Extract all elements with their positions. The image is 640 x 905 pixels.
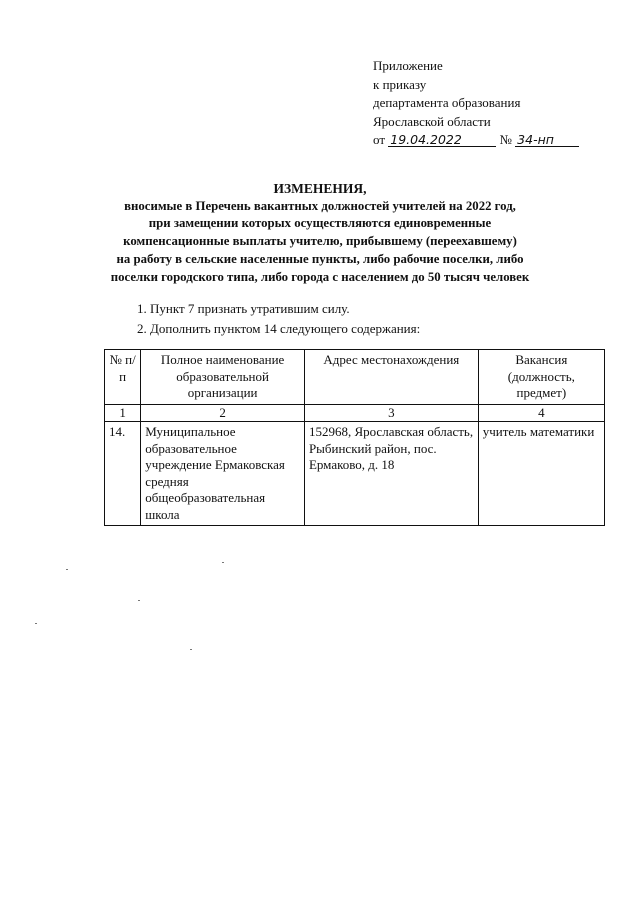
change-item: 1. Пункт 7 признать утратившим силу. <box>137 301 350 316</box>
table-header-row <box>105 350 605 405</box>
change-item: 2. Дополнить пунктом 14 следующего содержания: <box>137 321 421 336</box>
header-number: № п/п <box>105 350 141 405</box>
change-items-list <box>137 299 420 339</box>
title-line: при замещении которых осуществляются единовременные <box>148 216 492 231</box>
title-line: на работу в сельские населенные пункты, либо рабочие поселки, либо <box>116 251 524 266</box>
scan-speck <box>190 649 192 650</box>
header-vacancy: Вакансия (должность, предмет) <box>478 350 604 405</box>
order-date: 19.04.2022 <box>388 133 496 147</box>
document-title <box>40 180 600 286</box>
scan-speck <box>222 562 224 563</box>
row-vacancy: учитель математики <box>478 422 604 526</box>
vacancy-table <box>104 349 605 526</box>
from-label: от <box>373 132 386 147</box>
scan-speck <box>138 600 140 601</box>
column-number: 4 <box>478 404 604 422</box>
title-heading: ИЗМЕНЕНИЯ, <box>273 181 367 196</box>
appendix-line: Ярославской области <box>373 113 491 129</box>
table-row <box>105 422 605 526</box>
title-line: поселки городского типа, либо города с населением до 50 тысяч человек <box>110 269 530 284</box>
appendix-block <box>373 57 579 150</box>
order-date-number-line <box>373 131 579 150</box>
scan-speck <box>35 623 37 624</box>
title-line: вносимые в Перечень вакантных должностей учителей на 2022 год, <box>124 198 516 213</box>
header-organization: Полное наименование образовательной организации <box>141 350 305 405</box>
appendix-line: департамента образования <box>373 95 521 110</box>
column-number: 2 <box>141 404 305 422</box>
header-address: Адрес местонахождения <box>304 350 478 405</box>
appendix-line: к приказу <box>373 76 427 92</box>
title-line: компенсационные выплаты учителю, прибывшему (переехавшему) <box>123 234 517 249</box>
row-address: 152968, Ярославская область, Рыбинский район, пос. Ермаково, д. 18 <box>304 422 478 526</box>
number-label: № <box>499 132 512 147</box>
table-column-numbers-row <box>105 404 605 422</box>
row-organization: Муниципальное образовательное учреждение Ермаковская средняя общеобразовательная школа <box>141 422 305 526</box>
scan-speck <box>66 569 68 570</box>
appendix-line: Приложение <box>373 58 443 73</box>
order-number: 34-нп <box>515 133 579 147</box>
column-number: 3 <box>304 404 478 422</box>
row-number: 14. <box>105 422 141 526</box>
column-number: 1 <box>105 404 141 422</box>
